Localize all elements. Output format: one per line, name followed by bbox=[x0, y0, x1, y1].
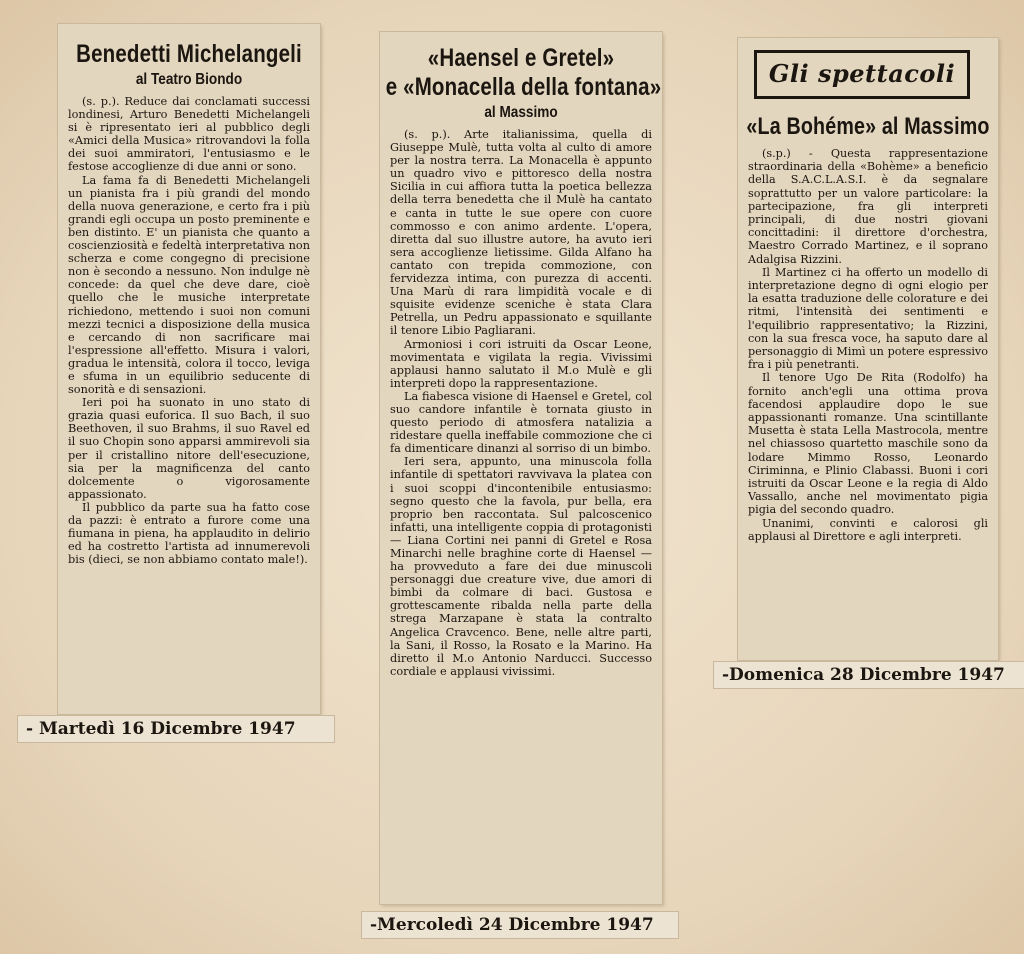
paragraph: La fiabesca visione di Haensel e Gretel, col suo candore infantile è tornata giusto in questo periodo di atmosfera natalizia a ridestare quella ineffabile commozione che ci fa dimenticare dinanzi al sorriso di un bimbo. bbox=[390, 389, 652, 456]
date-label: -Mercoledì 24 Dicembre 1947 bbox=[362, 912, 678, 938]
article-title: Benedetti Michelangeli bbox=[76, 40, 302, 68]
article-subtitle: al Massimo bbox=[484, 104, 558, 121]
paragraph: (s. p.). Reduce dai conclamati successi londinesi, Arturo Benedetti Michelangeli si è ripresentato ieri al pubblico degli «Amici della Musica» ritrovandovi la folla dei suoi ammiratori, l'entusiasmo e le festose accoglienze di due anni or sono. bbox=[68, 95, 310, 174]
paragraph: Il pubblico da parte sua ha fatto cose da pazzi: è entrato a furore come una fiumana in piena, ha applaudito in delirio ed ha costretto l'artista ad innumerevoli bis (dieci, se non abbiamo contato male!). bbox=[68, 500, 310, 567]
article-body bbox=[748, 147, 988, 543]
paragraph: (s. p.). Arte italianissima, quella di Giuseppe Mulè, tutta volta al culto di amore per la nostra terra. La Monacella è appunto un quadro vivo e pittoresco della nostra Sicilia in cui affiora tutta la poetica bellezza della terra benedetta che il Mulè ha cantato e canta in tutte le sue opere con cuore commosso e con animo ardente. L'opera, diretta dal suo illustre autore, ha avuto ieri sera accoglienze lietissime. Gilda Alfano ha cantato con trepida commozione, con fervidezza intima, con purezza di accenti. Una Marù di rara limpidità vocale e di squisite evidenze sceniche è stata Clara Petrella, un Pedru appassionato e squillante il tenore Libio Pagliarani. bbox=[390, 128, 652, 338]
date-label: -Domenica 28 Dicembre 1947 bbox=[714, 662, 1024, 688]
section-header-box: Gli spettacoli bbox=[754, 50, 970, 99]
article-title-line1: «Haensel e Gretel» bbox=[427, 44, 615, 72]
article-body bbox=[390, 128, 652, 678]
paragraph: Il Martinez ci ha offerto un modello di interpretazione degno di ogni elogio per la esatta traduzione delle colorature e dei ritmi, l'intensità dei sentimenti e l'equilibrio rappresentativo; la Rizzini, con la sua fresca voce, ha saputo dare al personaggio di Mimì un potere espressivo fra i più penetranti. bbox=[748, 265, 988, 372]
clipping-haensel-gretel bbox=[380, 32, 662, 904]
article-subtitle: al Teatro Biondo bbox=[135, 71, 243, 88]
date-label: - Martedì 16 Dicembre 1947 bbox=[18, 716, 334, 742]
clipping-la-boheme bbox=[738, 38, 998, 660]
paragraph: Unanimi, convinti e calorosi gli applausi al Direttore e agli interpreti. bbox=[748, 516, 988, 543]
paragraph: Ieri poi ha suonato in uno stato di grazia quasi euforica. Il suo Bach, il suo Beethoven, il suo Brahms, il suo Ravel ed il suo Chopin sono apparsi ammirevoli sia per il cristallino nitore dell'esecuzione, sia per la magnificenza del canto dolcemente o vigorosamente appassionato. bbox=[68, 396, 310, 501]
article-title-line2: e «Monacella della fontana» bbox=[385, 73, 662, 101]
clipping-benedetti-michelangeli bbox=[58, 24, 320, 714]
article-title: «La Bohéme» al Massimo bbox=[746, 113, 990, 140]
paragraph: La fama fa di Benedetti Michelangeli un pianista fra i più grandi del mondo della nuova generazione, e certo fra i più grandi egli occupa un posto preminente e ben distinto. E' un pianista che quanto a coscienziosità e fedeltà interpretativa non scherza e come congegno di precisione non è secondo a nessuno. Non indulge nè concede: da quel che deve dare, cioè quello che le musiche interpretate richiedono, mettendo i suoi non comuni mezzi tecnici a disposizione della musica e cercando di non sacrificare mai l'espressione all'effetto. Misura i valori, gradua le intensità, colora il tocco, leviga e sfuma in un equilibrio seducente di sonorità e di sensazioni. bbox=[68, 173, 310, 397]
paragraph: (s.p.) - Questa rappresentazione straordinaria della «Bohème» a beneficio della S.A.C.L.A.S.I. è da segnalare soprattutto per un valore particolare: la partecipazione, fra gli interpreti principali, di due nostri giovani concittadini: il direttore d'orchestra, Maestro Corrado Martinez, e il soprano Adalgisa Rizzini. bbox=[748, 147, 988, 266]
paragraph: Ieri sera, appunto, una minuscola folla infantile di spettatori ravvivava la platea con i suoi scoppi d'incontenibile entusiasmo: segno questo che la favola, pur bella, era proprio ben raccontata. Sul palcoscenico infatti, una intelligente coppia di protagonisti — Liana Cortini nei panni di Gretel e Rosa Minarchi nelle braghine corte di Haensel — ha provveduto a fare dei due minuscoli personaggi due creature vive, due amori di bimbi da colmare di baci. Gustosa e grottescamente ribalda nella parte della strega Marzapane è stata la contralto Angelica Cravcenco. Bene, nelle altre parti, la Sani, il Rosso, la Rosato e la Marino. Ha diretto il M.o Antonio Narducci. Successo cordiale e applausi vivissimi. bbox=[390, 455, 652, 678]
paragraph: Il tenore Ugo De Rita (Rodolfo) ha fornito anch'egli una ottima prova facendosi applaudire dopo le sue appassionanti romanze. Una scintillante Musetta è stata Lella Mastrocola, mentre nel chiassoso quartetto maschile sono da lodare Mimmo Rosso, Leonardo Ciriminna, e Plinio Clabassi. Buoni i cori istruiti da Oscar Leone e la regia di Aldo Vassallo, anche nel movimentato pigia pigia del secondo quadro. bbox=[748, 371, 988, 517]
paragraph: Armoniosi i cori istruiti da Oscar Leone, movimentata e vigilata la regia. Vivissimi applausi hanno salutato il M.o Mulè e gli interpreti dopo la rappresentazione. bbox=[390, 337, 652, 390]
article-body bbox=[68, 95, 310, 566]
